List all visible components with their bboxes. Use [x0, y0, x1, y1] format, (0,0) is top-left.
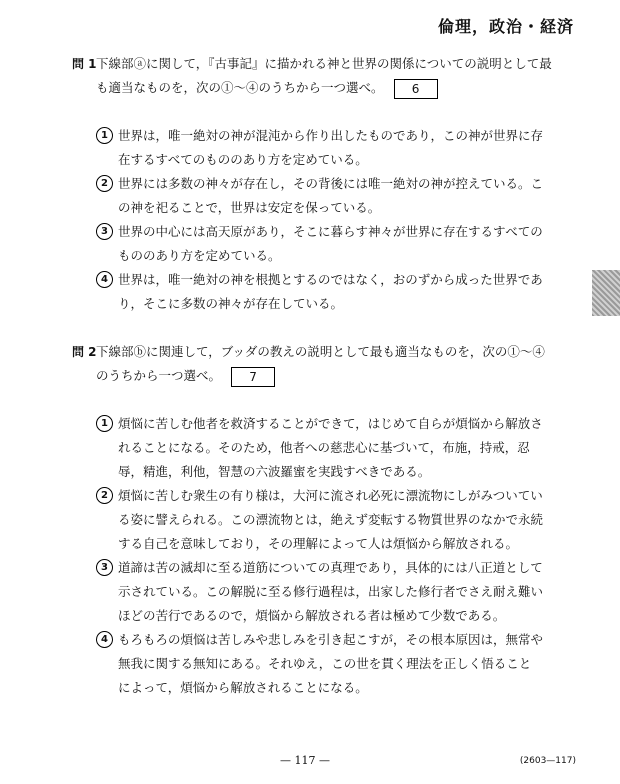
option-number-1: 1 [96, 127, 113, 144]
question-2 [72, 340, 556, 388]
option-text: 道諦は苦の滅却に至る道筋についての真理であり，具体的には八正道として示されている。この解脱に至る修行過程は，出家した修行者でさえ耐え難いほどの苦行であるので，煩悩から解放される者は極めて少数である。 [118, 560, 544, 623]
option-number-1: 1 [96, 415, 113, 432]
option-number-3: 3 [96, 223, 113, 240]
option-text: 煩悩に苦しむ他者を救済することができて，はじめて自らが煩悩から解放されることになる。そのため，他者への慈悲心に基づいて，布施，持戒，忍辱，精進，利他，智慧の六波羅蜜を実践すべきである。 [118, 416, 543, 479]
question-1-prompt: 下線部ⓐに関して，『古事記』に描かれる神と世界の関係についての説明として最も適当なものを，次の①～④のうちから一つ選べ。 [96, 56, 552, 95]
q2-option-2[interactable] [101, 484, 544, 556]
q1-option-2[interactable] [101, 172, 544, 220]
option-text: 煩悩に苦しむ衆生の有り様は，大河に流され必死に漂流物にしがみついている姿に譬えられる。この漂流物とは，絶えず変転する物質世界のなかで永続する自己を意味しており，その理解によって人は煩悩から解放される。 [118, 488, 544, 551]
q1-option-1[interactable] [101, 124, 544, 172]
document-code: (2603—117) [519, 756, 576, 766]
section-index-tab [592, 270, 620, 316]
option-number-4: 4 [96, 271, 113, 288]
q2-option-3[interactable] [101, 556, 544, 628]
answer-box-6[interactable]: 6 [394, 79, 438, 99]
option-text: もろもろの煩悩は苦しみや悲しみを引き起こすが，その根本原因は，無常や無我に関する無知にある。それゆえ，この世を貫く理法を正しく悟ることによって，煩悩から解放されることになる。 [118, 632, 544, 695]
option-number-2: 2 [96, 175, 113, 192]
q1-option-4[interactable] [101, 268, 543, 316]
q1-option-3[interactable] [101, 220, 543, 268]
page-number: — 117 — [280, 754, 330, 767]
q2-option-4[interactable] [101, 628, 544, 700]
question-2-label: 問 2 [72, 345, 97, 359]
option-text: 世界には多数の神々が存在し，その背後には唯一絶対の神が控えている。この神を祀ることで，世界は安定を保っている。 [118, 176, 544, 215]
option-text: 世界は，唯一絶対の神を根拠とするのではなく，おのずから成った世界であり，そこに多数の神々が存在している。 [118, 272, 543, 311]
option-number-3: 3 [96, 559, 113, 576]
option-text: 世界は，唯一絶対の神が混沌から作り出したものであり，この神が世界に存在するすべてのもののあり方を定めている。 [118, 128, 544, 167]
option-number-4: 4 [96, 631, 113, 648]
question-1-label: 問 1 [72, 57, 97, 71]
q2-option-1[interactable] [101, 412, 543, 484]
answer-box-7[interactable]: 7 [231, 367, 275, 387]
page-title: 倫理，政治・経済 [437, 17, 574, 36]
option-text: 世界の中心には高天原があり，そこに暮らす神々が世界に存在するすべてのもののあり方を定めている。 [118, 224, 543, 263]
question-1 [72, 52, 556, 100]
option-number-2: 2 [96, 487, 113, 504]
question-2-prompt: 下線部ⓑに関連して，ブッダの教えの説明として最も適当なものを，次の①～④のうちから一つ選べ。 [96, 344, 545, 383]
